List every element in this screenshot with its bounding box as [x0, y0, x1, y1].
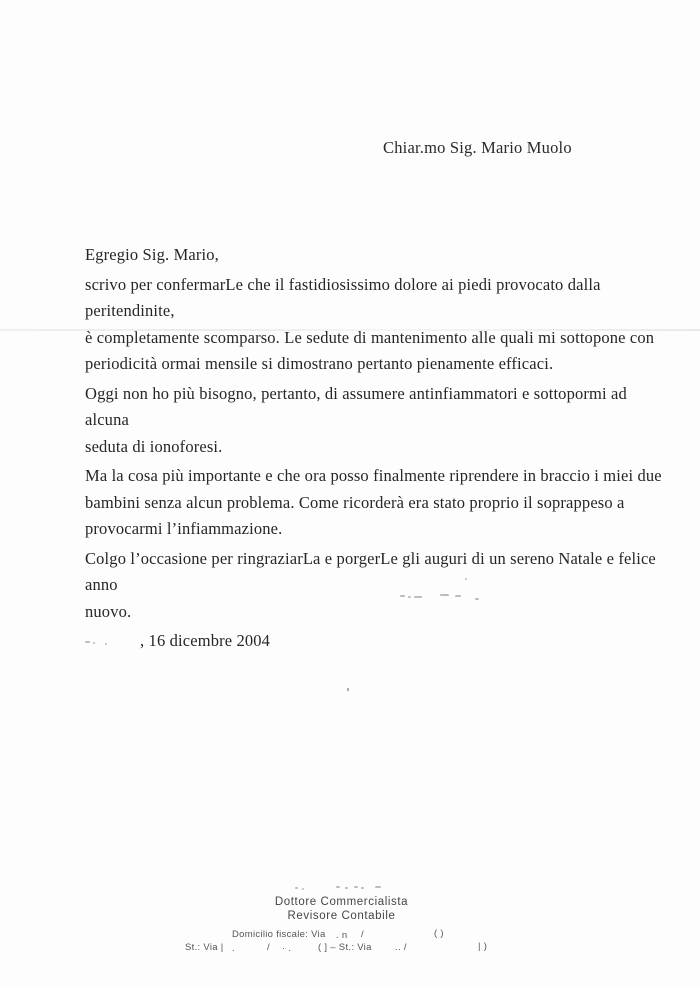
signature-mark: [475, 598, 479, 600]
letter-paragraph: [85, 381, 665, 461]
redacted-place-mark: [85, 641, 90, 643]
address2-fragment: | ): [478, 941, 488, 952]
footer-name-mark: [295, 887, 298, 889]
footer-name-mark: [354, 886, 358, 888]
letter-paragraph: [85, 546, 665, 626]
footer-name-mark: [302, 888, 304, 890]
address1-label: Domicilio fiscale: Via: [232, 929, 326, 940]
redacted-place-mark: [93, 642, 95, 644]
recipient-line: Chiar.mo Sig. Mario Muolo: [383, 138, 572, 157]
address2-fragment: St.: Via |: [185, 942, 224, 953]
footer-title-line1: Dottore Commercialista: [274, 896, 409, 908]
address2-fragment: .. /: [395, 942, 407, 953]
address1-fragment: ( ): [434, 928, 444, 939]
body-line: Colgo l’occasione per ringraziarLa e porgerLe gli auguri di un sereno Natale e felice anno: [85, 548, 656, 594]
dateline: [85, 628, 665, 655]
address2-fragment: .: [232, 943, 235, 954]
redacted-place-mark: [105, 643, 107, 645]
body-line: nuovo.: [85, 601, 132, 621]
body-line: bambini senza alcun problema. Come ricorderà era stato proprio il soprappeso a: [85, 492, 625, 512]
letter-paragraph: [85, 463, 665, 543]
address2-fragment: ( ] – St.: Via: [318, 942, 372, 953]
address2-fragment: /: [267, 942, 270, 953]
redacted-signature-marks: [385, 575, 495, 603]
letter-paragraph: [85, 272, 665, 378]
signature-mark: [455, 595, 461, 597]
footer-name-mark: [345, 887, 348, 889]
footer-name-mark: [336, 886, 340, 888]
body-line: è completamente scomparso. Le sedute di mantenimento alle quali mi sottopone con: [85, 327, 655, 347]
body-line: seduta di ionoforesi.: [85, 436, 223, 456]
body-line: scrivo per confermarLe che il fastidiosissimo dolore ai piedi provocato dalla peritendinite,: [85, 274, 601, 320]
signature-mark: [414, 596, 422, 598]
date-text: , 16 dicembre 2004: [140, 631, 271, 650]
scan-speck: [347, 688, 349, 691]
body-line: Ma la cosa più importante e che ora posso finalmente riprendere in braccio i miei due: [85, 466, 662, 485]
address1-fragment: /: [361, 929, 364, 940]
signature-mark: [408, 596, 411, 598]
signature-mark: [465, 578, 467, 580]
salutation: [85, 242, 665, 269]
signature-mark: [440, 594, 449, 596]
letter-paragraphs: [85, 272, 665, 626]
address1-fragment: . n: [336, 930, 348, 941]
footer-name-mark: [361, 887, 364, 889]
redacted-footer-name-marks: [293, 884, 388, 892]
signature-mark: [400, 595, 405, 597]
footer-title-line2: Revisore Contabile: [287, 909, 396, 922]
footer-name-mark: [375, 886, 381, 888]
salutation-text: Egregio Sig. Mario,: [85, 245, 219, 264]
body-line: provocarmi l’infiammazione.: [85, 519, 283, 538]
letter-body: [85, 242, 665, 658]
body-line: periodicità ormai mensile si dimostrano pertanto pienamente efficaci.: [85, 354, 554, 373]
body-line: Oggi non ho più bisogno, pertanto, di assumere antinfiammatori e sottopormi ad alcuna: [85, 383, 627, 429]
address2-fragment: · .: [282, 943, 292, 954]
footer-professional-titles: [0, 896, 683, 923]
